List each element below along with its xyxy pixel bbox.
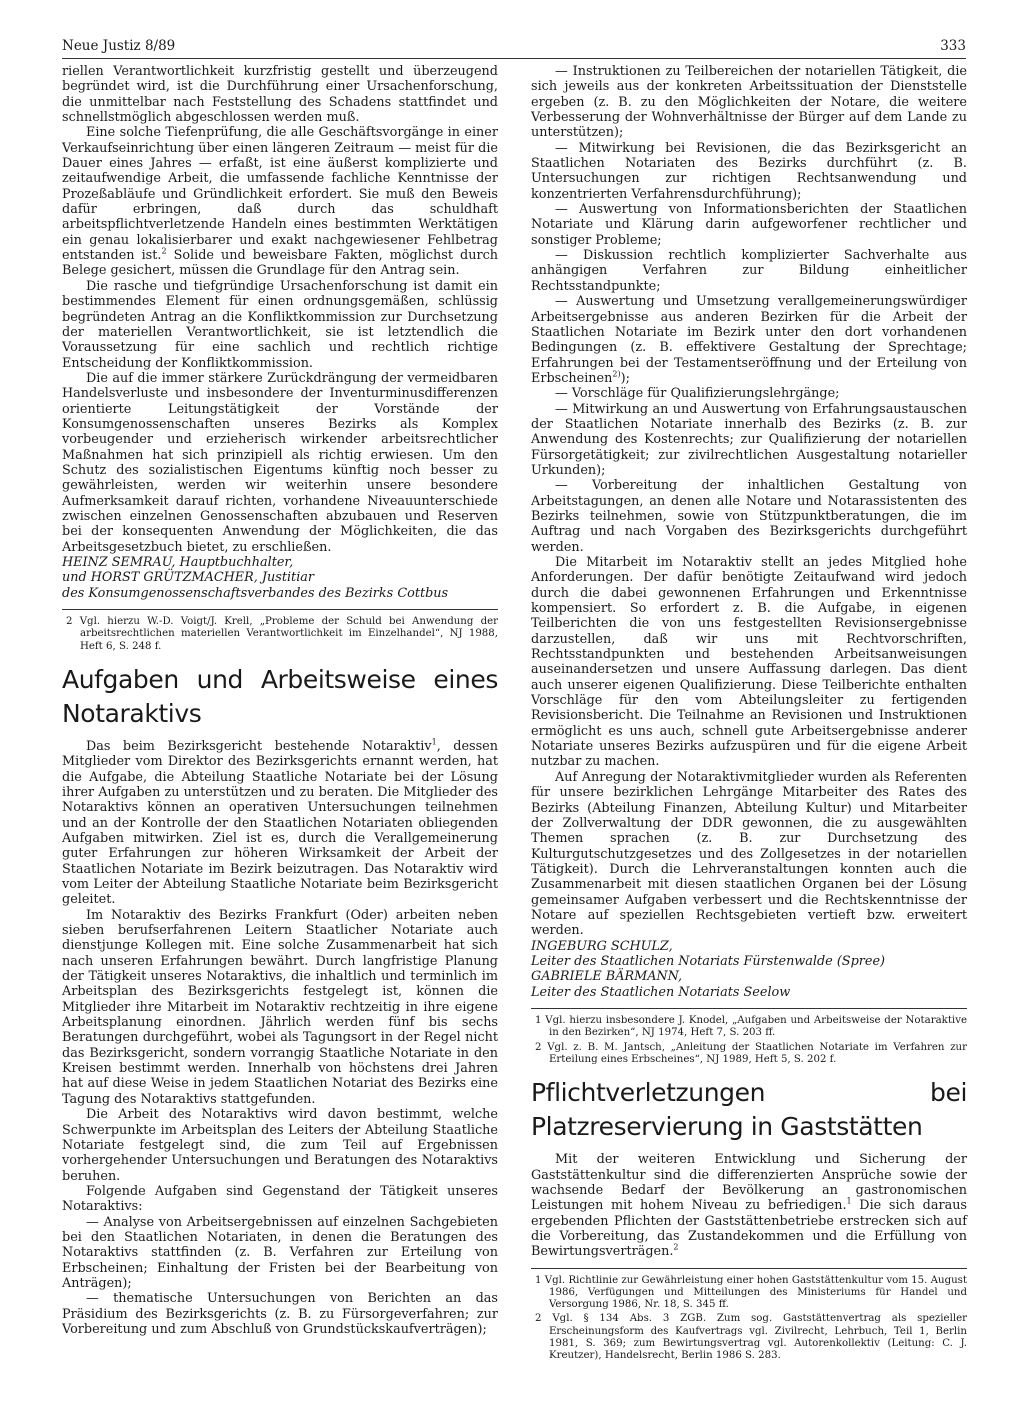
author-affiliation: Leiter des Staatlichen Notariats Fürstenwalde (Spree) [531, 953, 886, 969]
list-item-text: — Auswertung und Umsetzung verallgemeinerungswürdiger Arbeitsergebnisse aus anderen Bezirken für die Arbeit der Staatlichen Notariate im Bezirk unter den dort vorhandenen Bedingungen (z. B. effektivere Gestaltung der Sprechtage; Erfahrungen bei der Testamentseröffnung und der Erteilung von Erbscheinen [531, 294, 967, 386]
paragraph: Die auf die immer stärkere Zurückdrängung der vermeidbaren Handelsverluste und insbesondere der Inventurminusdifferenzen orientierte Leitungstätigkeit der Vorstände der Konsumgenossenschaften unseres Bezirks als Komplex vorbeugender und erzieherisch wirkender arbeitsrechtlicher Maßnahmen hat sich prinzipiell als richtig erwiesen. Um den Schutz des sozialistischen Eigentums künftig noch besser zu gewährleisten, werden wir weiterhin unsere besondere Aufmerksamkeit darauf richten, vorhandene Niveauunterschiede zwischen einzelnen Genossenschaften abzubauen und Reserven bei der konsequenten Anwendung der Möglichkeiten, die das Arbeitsgesetzbuch bietet, zu erschließen. [62, 370, 498, 555]
list-item: — Vorbereitung der inhaltlichen Gestaltung von Arbeitstagungen, an denen alle Notare und Notarassistenten des Bezirks teilnehmen, sowie von Stützpunktberatungen, die im Auftrag und nach Vorgaben des Bezirksgerichts durchgeführt werden. [531, 478, 967, 555]
paragraph: riellen Verantwortlichkeit kurzfristig gestellt und überzeugend begründet wird, ist die Durchführung einer Ursachenforschung, die unmittelbar nach Feststellung des Schadens stattfindet und schnellstmöglich abgeschlossen werden muß. [62, 64, 498, 126]
footnote-ref: 2) [612, 369, 621, 379]
author-signature: und HORST GRÜTZMACHER, Justitiar [62, 570, 315, 586]
paragraph [62, 739, 498, 908]
footnote [531, 1042, 967, 1067]
paragraph-text: Mit der weiteren Entwicklung und Sicherung der Gaststättenkultur sind die differenzierten Ansprüche sowie der wachsende Bedarf der Bevölkerung an gastronomischen Leistungen mit hohem Niveau zu befriedigen. [531, 1152, 967, 1214]
footnote-text: Vgl. § 134 Abs. 3 ZGB. Zum sog. Gaststättenvertrag als spezieller Erscheinungsform des Kaufvertrags vgl. Zivilrecht, Lehrbuch, Teil 1, Berlin 1981, S. 369; zum Bewirtungsvertrag vgl. Autorenkollektiv (Leitung: C. J. Kreutzer), Handelsrecht, Berlin 1986 S. 283. [549, 1313, 967, 1362]
footnote-divider [531, 1268, 967, 1269]
right-column [531, 64, 967, 1363]
footnote-number: 2 [535, 1041, 542, 1053]
list-item: — thematische Untersuchungen von Berichten an das Präsidium des Bezirksgerichts (z. B. zu Fürsorgeverfahren; zur Vorbereitung und zum Abschluß von Grundstückskaufverträgen); [62, 1291, 498, 1337]
footnote-number: 1 [535, 1014, 542, 1026]
list-item: — Mitwirkung an und Auswertung von Erfahrungsaustauschen der Staatlichen Notariate innerhalb des Bezirks (z. B. zur Anwendung des Kostenrechts; zur Qualifizierung der notariellen Fürsorgetätigkeit; zur zivilrechtlichen Ausgestaltung notarieller Urkunden); [531, 401, 967, 478]
footnote-ref: 1 [431, 737, 437, 747]
article-heading: Aufgaben und Arbeitsweise eines Notaraktivs [62, 664, 498, 728]
footnote-number: 2 [535, 1313, 542, 1325]
footnote-text: Vgl. z. B. M. Jantsch, „Anleitung der Staatlichen Notariate im Verfahren zur Erteilung eines Erbscheines“, NJ 1989, Heft 5, S. 202 f. [547, 1041, 967, 1065]
footnote-ref: 2 [673, 1242, 679, 1252]
paragraph: Die Mitarbeit im Notaraktiv stellt an jedes Mitglied hohe Anforderungen. Der dafür benötigte Zeitaufwand wird jedoch durch die dabei gewonnenen Erfahrungen und Erkenntnisse kompensiert. So erfordert z. B. die Aufgabe, in eigenen Teilberichten die von uns festgestellten Revisionsergebnisse darzustellen, daß wir uns mit Rechtvorschriften, Rechtsstandpunkten und bestehenden Arbeitsanweisungen auseinandersetzen und unsere Auffassung darlegen. Das dient auch unserer eigenen Qualifizierung. Diese Teilberichte enthalten Vorschläge für den vom Abteilungsleiter zu fertigenden Revisionsbericht. Die Teilnahme an Revisionen und Instruktionen ermöglicht es uns auch, schnell gute Arbeitsergebnisse anderer Notariate unseres Bezirks aufzuspüren und für die eigene Arbeit nutzbar zu machen. [531, 555, 967, 770]
footnote [531, 1015, 967, 1040]
list-item: — Vorschläge für Qualifizierungslehrgänge; [555, 386, 840, 402]
list-item [531, 294, 967, 386]
paragraph [531, 1152, 967, 1259]
author-signature: HEINZ SEMRAU, Hauptbuchhalter, [62, 555, 294, 570]
paragraph [62, 125, 498, 278]
paragraph-text: Die sich daraus ergebenden Pflichten der Gaststättenbetriebe erstrecken sich auf die Vorbereitung, das Zustandekommen und die Erfüllung von Bewirtungsverträgen. [531, 1198, 968, 1260]
list-item: — Mitwirkung bei Revisionen, die das Bezirksgericht an Staatlichen Notariaten des Bezirks durchführt (z. B. Untersuchungen zur richtigen Rechtsanwendung und konzentrierten Verfahrensdurchführung); [531, 140, 967, 202]
list-item: — Diskussion rechtlich komplizierter Sachverhalte aus anhängigen Verfahren zur Bildung einheitlicher Rechtsstandpunkte; [531, 248, 967, 294]
left-column [62, 64, 498, 1337]
paragraph: Im Notaraktiv des Bezirks Frankfurt (Oder) arbeiten neben sieben berufserfahrenen Leitern Staatlicher Notariate auch dienstjunge Kollegen mit. Eine solche Zusammenarbeit hat sich nach unseren Erfahrungen bewährt. Durch langfristige Planung der Tätigkeit unseres Notaraktivs, die inhaltlich und terminlich im Arbeitsplan des Bezirksgerichts festgelegt ist, können die Mitglieder ihre Mitarbeit im Notaraktiv rechtzeitig in ihre eigene Arbeitsplanung einordnen. Jährlich werden fünf bis sechs Beratungen durchgeführt, wobei als Tagungsort in der Regel nicht das Bezirksgericht, sondern vorrangig Staatliche Notariate in den Kreisen bestimmt werden. Innerhalb von höchstens drei Jahren hat auf diese Weise in jedem Staatlichen Notariat des Bezirks eine Tagung des Notaraktivs stattgefunden. [62, 907, 498, 1107]
footnote-number: 2 [66, 616, 73, 628]
footnote-text: Vgl. Richtlinie zur Gewährleistung einer hohen Gaststättenkultur vom 15. August 1986, Verfügungen und Mitteilungen des Ministeriums für Handel und Versorgung 1986, Nr. 18, S. 345 ff. [544, 1274, 967, 1311]
footnote-divider [62, 609, 498, 610]
footnote [62, 616, 498, 653]
list-item-text: ); [620, 370, 630, 386]
footnote [531, 1313, 967, 1362]
author-affiliation: des Konsumgenossenschaftsverbandes des Bezirks Cottbus [62, 585, 449, 601]
paragraph-text: Eine solche Tiefenprüfung, die alle Geschäftsvorgänge in einer Verkaufseinrichtung über einen längeren Zeitraum — meist für die Dauer eines Jahres — erfaßt, ist eine äußerst komplizierte und zeitaufwendige Arbeit, die umfassende fachliche Kenntnisse der Prozeßabläufe und Gründlichkeit erfordert. Sie muß den Beweis dafür erbringen, daß durch das schuldhaft arbeitspflichtverletzende Handeln eines bestimmten Werktätigen ein genau lokalisierbarer und exakt nachgewiesener Fehlbetrag entstanden ist. [62, 125, 498, 264]
paragraph-text: Solide und beweisbare Fakten, möglichst durch Belege gesichert, müssen die Grundlage für den Antrag sein. [62, 248, 498, 279]
journal-title: Neue Justiz 8/89 [62, 38, 176, 54]
footnote-ref: 2 [161, 246, 167, 256]
paragraph: Auf Anregung der Notaraktivmitglieder wurden als Referenten für unsere bezirklichen Lehrgänge Mitarbeiter des Rates des Bezirks (Abteilung Finanzen, Abteilung Kultur) und Mitarbeiter der Zollverwaltung der DDR gewonnen, die zu ausgewählten Themen sprachen (z. B. zur Durchsetzung des Kulturgutschutzgesetzes und des Zollgesetzes in der notariellen Tätigkeit). Durch die Lehrveranstaltungen konnten auch die Zusammenarbeit mit diesen staatlichen Organen bei der Lösung gemeinsamer Aufgaben verbessert und die Rechtskenntnisse der Notare auf speziellen Rechtsgebieten vertieft bzw. erweitert werden. [531, 769, 967, 939]
paragraph: Folgende Aufgaben sind Gegenstand der Tätigkeit unseres Notaraktivs: [62, 1183, 498, 1215]
author-affiliation: Leiter des Staatlichen Notariats Seelow [531, 984, 791, 1000]
list-item: — Auswertung von Informationsberichten der Staatlichen Notariate und Klärung darin aufgeworfener rechtlicher und sonstiger Probleme; [531, 202, 967, 248]
footnote-divider [531, 1008, 967, 1009]
paragraph-text: Das beim Bezirksgericht bestehende Notaraktiv [86, 738, 432, 754]
author-signature: GABRIELE BÄRMANN, [531, 969, 683, 985]
paragraph: Die rasche und tiefgründige Ursachenforschung ist damit ein bestimmendes Element für einen ordnungsgemäßen, schlüssig begründeten Antrag an die Konfliktkommission zur Durchsetzung der materiellen Verantwortlichkeit, sie ist letztendlich die Voraussetzung für eine sachlich und rechtlich richtige Entscheidung der Konfliktkommission. [62, 278, 498, 371]
paragraph: Die Arbeit des Notaraktivs wird davon bestimmt, welche Schwerpunkte im Arbeitsplan des Leiters der Abteilung Staatliche Notariate festgelegt sind, die zum Teil auf Ergebnissen vorhergehender Untersuchungen und Beratungen des Notaraktivs beruhen. [62, 1107, 498, 1184]
list-item: — Analyse von Arbeitsergebnissen auf einzelnen Sachgebieten bei den Staatlichen Notariaten, in denen die Beratungen des Notaraktivs stattfinden (z. B. Verfahren zur Erteilung von Erbscheinen; Einhaltung der Fristen bei der Bearbeitung von Anträgen); [62, 1214, 498, 1291]
page-number: 333 [940, 38, 966, 54]
running-header [62, 36, 966, 59]
footnote-ref: 1 [846, 1196, 852, 1206]
paragraph-text: , dessen Mitglieder vom Direktor des Bezirksgerichts ernannt werden, hat die Aufgabe, die Abteilung Staatliche Notariate bei der Lösung ihrer Aufgaben zu unterstützen und zu beraten. Die Mitglieder des Notaraktivs können an operativen Untersuchungen teilnehmen und an der Kontrolle der den Staatlichen Notariaten obliegenden Aufgaben mitwirken. Ziel ist es, durch die Verallgemeinerung guter Erfahrungen zur höheren Wirksamkeit der Arbeit der Staatlichen Notariate im Bezirk beizutragen. Das Notaraktiv wird vom Leiter der Abteilung Staatliche Notariate beim Bezirksgericht geleitet. [62, 738, 498, 908]
footnote-number: 1 [535, 1274, 542, 1286]
footnote [531, 1275, 967, 1312]
article-heading: Pflichtverletzungen bei Platzreservierung in Gaststätten [531, 1078, 967, 1142]
footnote-text: Vgl. hierzu W.-D. Voigt/J. Krell, „Probleme der Schuld bei Anwendung der arbeitsrechtlichen materiellen Verantwortlichkeit im Einzelhandel“, NJ 1988, Heft 6, S. 248 f. [79, 616, 498, 652]
list-item: — Instruktionen zu Teilbereichen der notariellen Tätigkeit, die sich jeweils aus der konkreten Arbeitssituation der Dienststelle ergeben (z. B. zu den Möglichkeiten der Notare, die weitere Verbesserung der Wohnverhältnisse der Bürger auf dem Lande zu unterstützen); [531, 64, 967, 141]
author-signature: INGEBURG SCHULZ, [531, 938, 673, 954]
footnote-text: Vgl. hierzu insbesondere J. Knodel, „Aufgaben und Arbeitsweise der Notaraktive in den Bezirken“, NJ 1974, Heft 7, S. 203 ff. [545, 1014, 967, 1039]
